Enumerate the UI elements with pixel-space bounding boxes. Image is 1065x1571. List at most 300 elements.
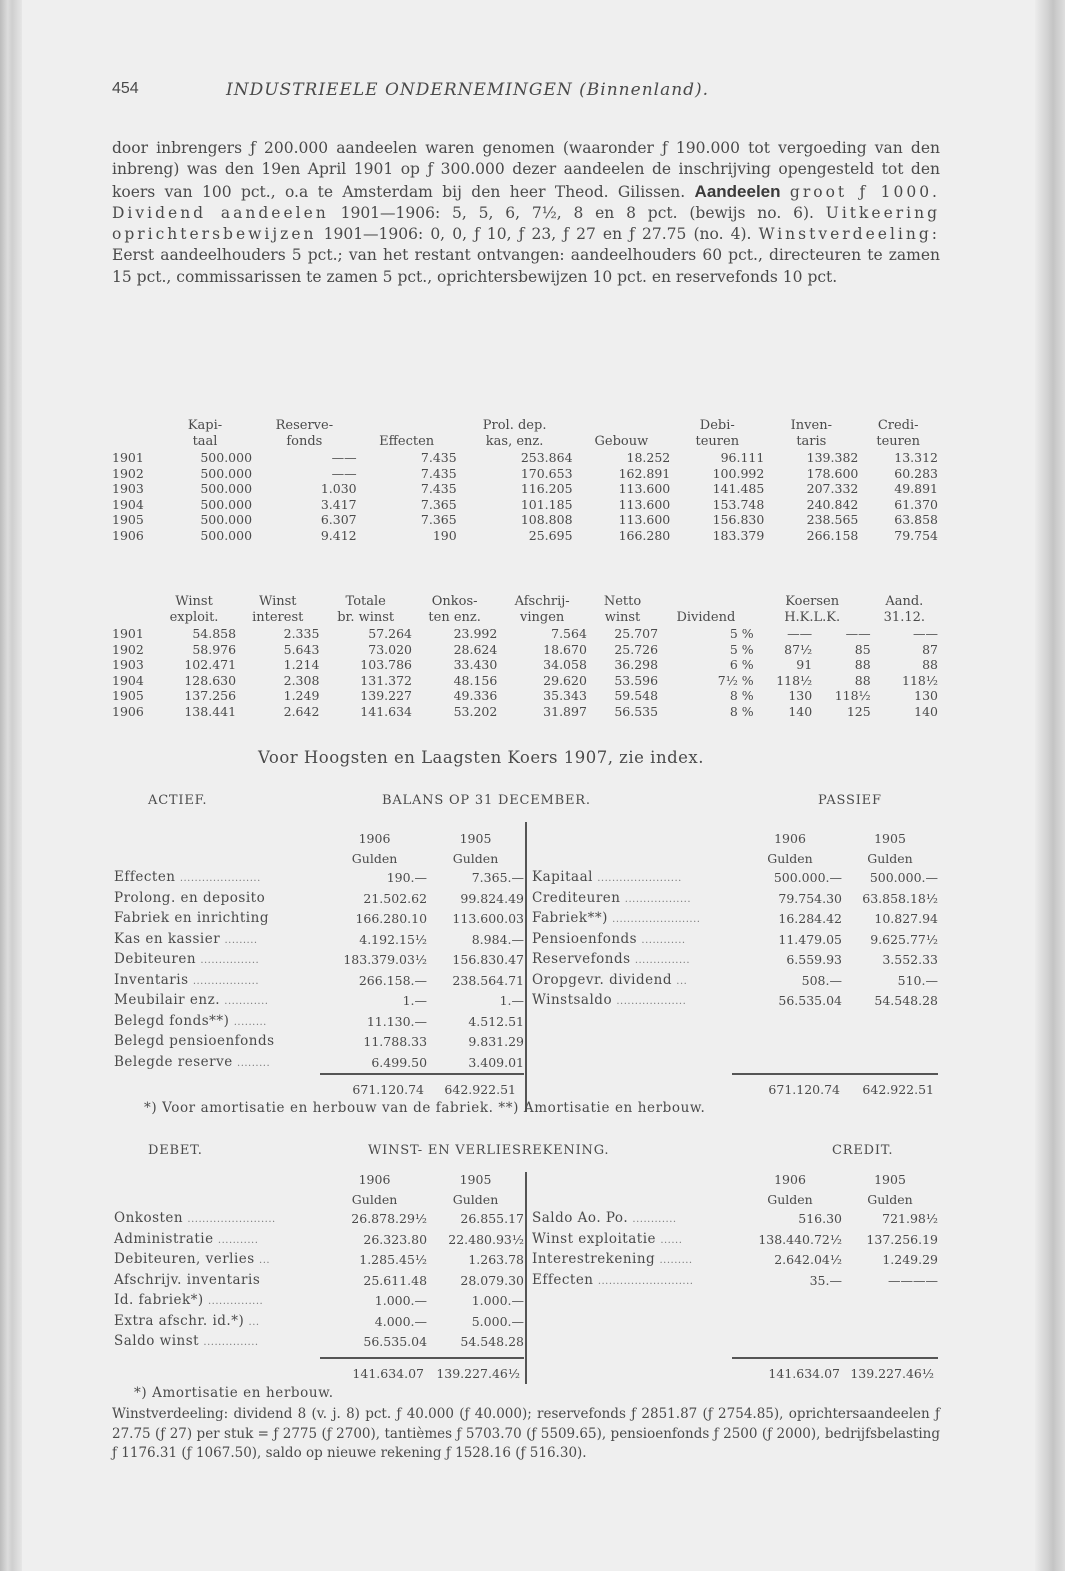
leader-dots: .................. [624,893,691,905]
value-cell: 25.695 [528,527,573,543]
value-cell: 118½ [834,688,871,703]
ledger-label: Debiteuren, verlies [114,1251,255,1267]
ledger-row [114,1012,524,1033]
col-unit: Gulden [452,850,499,866]
value-cell: 1.030 [320,481,357,496]
value-cell: 170.653 [520,465,573,481]
value-cell: 7.365 [420,496,457,512]
value-1906: 6.559.93 [786,952,842,967]
leader-dots: ...... [660,1234,683,1246]
value-cell: 500.000 [200,512,253,527]
value-cell: 5 % [729,626,754,641]
value-cell: 53.202 [453,703,498,719]
value-1905: 500.000.— [869,870,938,885]
th [573,418,671,434]
value-cell: 108.808 [520,512,573,527]
ledger-row [114,1032,524,1053]
value-1905: 9.625.77½ [870,931,938,947]
winst-debet-title: DEBET. [148,1143,203,1158]
table-header-row-1 [112,594,938,610]
ledger-row [532,1271,938,1292]
value-cell: 178.600 [806,465,859,481]
balans-footnote: *) Voor amortisatie en herbouw van de fabriek. **) Amortisatie en herbouw. [144,1100,706,1116]
ledger-label: Administratie [114,1230,214,1247]
value-cell: 100.992 [712,465,765,481]
value-cell: 53.596 [614,672,659,688]
value-cell: 36.298 [614,657,659,672]
table-header-row-1 [112,418,938,434]
intro-text: door inbrengers ƒ 200.000 aandeelen waren genomen (waaronder ƒ 190.000 tot vergoeding van den inbreng) was den 19en April 1901 op ƒ 300.000 dezer aandeelen de inschrijving opengesteld tot den koers van 100 pct., o.a te Amsterdam bij den heer Theod. Gilissen. [112,139,940,201]
ledger-label: Id. fabriek*) [114,1292,204,1308]
col-unit: Gulden [351,1191,398,1207]
value-cell: 35.343 [543,688,587,703]
debet-total [320,1364,524,1385]
th: ten enz. [428,610,481,625]
value-1905: 1.— [499,993,524,1008]
value-cell: 48.156 [453,672,498,688]
value-cell: 118½ [902,672,938,688]
credit-total [732,1364,938,1385]
table-row [112,481,938,497]
th: Gebouw [594,434,649,449]
year-cell: 1904 [112,496,144,512]
ledger-row [114,1271,524,1292]
col-unit: Gulden [867,850,913,866]
leader-dots: ... [248,1316,260,1328]
total-1905: 642.922.51 [444,1082,516,1097]
value-cell: 59.548 [614,688,659,703]
ledger-row [114,930,524,951]
value-1906: 266.158.— [358,972,428,988]
value-cell: 141.485 [712,481,765,496]
ledger-row [532,930,938,951]
year-cell: 1905 [112,512,144,527]
th: 31.12. [883,610,926,625]
year-cell: 1901 [112,450,144,465]
th: vingen [520,610,565,625]
table-row [112,626,938,642]
leader-dots: ............ [224,996,269,1007]
value-cell: 137.256 [184,688,237,703]
value-cell: 7.365 [420,512,457,527]
value-cell: 61.370 [894,496,938,512]
value-1906: 11.479.05 [778,931,842,947]
total-1906: 141.634.07 [768,1366,840,1381]
balans-divider [525,822,527,1112]
value-cell: 139.382 [806,450,859,465]
ledger-row [114,991,524,1012]
value-1906: 26.878.29½ [351,1211,428,1226]
col-year: 1905 [874,1172,906,1187]
winst-credit-title: CREDIT. [832,1143,894,1158]
value-1905: 8.984.— [471,931,524,947]
value-1906: 166.280.10 [355,911,428,926]
value-1905: 238.564.71 [452,972,524,988]
value-cell: 8 % [729,688,754,703]
th: Winst [258,594,297,609]
leader-dots: ............... [203,1337,259,1348]
ledger-label-cell [114,1209,322,1230]
year-cell: 1906 [112,703,144,719]
table-row [112,450,938,466]
value-cell: 253.864 [520,450,573,465]
value-cell: 58.976 [192,641,237,657]
th: Onkos- [431,594,478,609]
ledger-label-cell [114,1291,322,1312]
value-cell: 5 % [729,641,754,657]
value-cell: 13.312 [894,450,938,465]
value-cell: 500.000 [200,465,253,481]
value-cell: 25.707 [614,626,659,641]
ledger-label: Extra afschr. id.*) [114,1312,245,1329]
value-cell: 500.000 [200,481,253,496]
value-cell: 88 [922,657,938,672]
value-cell: 6 % [729,657,754,672]
value-cell: —— [913,626,938,641]
th [112,610,152,626]
value-cell: 118½ [776,672,813,688]
value-1906: 2.642.04½ [774,1252,842,1267]
value-cell: 7.435 [420,450,457,465]
value-1905: 1.000.— [471,1293,524,1308]
ledger-label-cell [532,971,738,992]
value-cell: 79.754 [894,527,938,543]
value-1905: 113.600.03 [452,911,524,926]
leader-dots: ....................... [597,873,682,884]
ledger-label-cell [532,930,738,951]
value-cell: 500.000 [200,496,253,512]
value-cell: 140 [914,703,938,719]
value-1905: 99.824.49 [460,890,524,906]
balans-passief-title: PASSIEF [818,793,882,808]
value-cell: 113.600 [618,496,671,512]
value-1906: 16.284.42 [778,911,842,926]
ledger-label-cell [532,950,738,971]
th: fonds [286,434,323,449]
ledger-row [114,1291,524,1312]
value-1906: 1.— [402,993,428,1008]
th: taris [796,434,827,449]
ledger-row [114,889,524,910]
th [112,418,158,434]
value-cell: 54.858 [192,626,237,641]
th: Winst [175,594,213,609]
actief-total-rule [320,1073,524,1075]
value-1905: 26.855.17 [460,1211,524,1226]
ledger-row [114,1332,524,1353]
value-cell: 18.670 [543,641,587,657]
value-1905: 5.000.— [471,1313,524,1329]
th: Afschrij- [514,594,570,609]
value-cell: 166.280 [618,527,671,543]
value-1905: 510.— [897,972,938,988]
value-cell: 500.000 [200,450,253,465]
value-cell: 29.620 [543,672,587,688]
winstverdeeling-text: Eerst aandeelhouders 5 pct.; van het restant ontvangen: aandeelhouders 60 pct., directeuren te zamen 15 pct., commissarissen te zamen 5 pct., oprichtersbewijzen 10 pct. en reservefonds 10 pct. [112,246,940,286]
th: exploit. [169,610,219,625]
th: Inven- [790,418,832,433]
value-1905: 10.827.94 [874,911,938,926]
leader-dots: ................... [616,996,687,1007]
ledger-label-cell [114,889,322,910]
value-1906: 4.000.— [374,1313,428,1329]
leader-dots: ........... [217,1234,259,1246]
value-cell: 31.897 [543,703,587,719]
winst-footnote: *) Amortisatie en herbouw. [134,1385,334,1401]
ledger-row [114,868,524,889]
ledger-label-cell [532,868,738,889]
passief-total [732,1080,938,1101]
total-1906: 671.120.74 [352,1082,424,1097]
value-cell: 113.600 [618,512,671,527]
ledger-label: Debiteuren [114,951,197,967]
ledger-label-cell [532,909,738,930]
winst-credit-table [532,1170,938,1291]
value-cell: 207.332 [806,481,859,496]
closing-paragraph [112,1405,940,1464]
value-1906: 35.— [809,1272,842,1288]
ledger-row [532,868,938,889]
credit-total-rule [732,1357,938,1359]
th [357,418,457,434]
ledger-label: Meubilair enz. [114,992,220,1008]
th: winst [604,610,641,625]
value-cell: 1.214 [283,657,320,672]
value-cell: 6.307 [320,512,357,527]
table-row [112,528,938,544]
running-title: INDUSTRIEELE ONDERNEMINGEN (Binnenland). [226,80,710,100]
total-1906: 141.634.07 [352,1366,424,1381]
th: Credi- [877,418,919,433]
th: Koersen [785,594,840,609]
th: taal [192,434,218,449]
balans-title: BALANS OP 31 DECEMBER. [382,793,591,808]
table-row [112,657,938,673]
value-cell: 2.335 [283,626,320,641]
leader-dots: ............ [632,1214,677,1225]
value-1905: 9.831.29 [468,1034,524,1049]
value-1906: 1.000.— [374,1293,428,1308]
ledger-label-cell [114,991,322,1012]
leader-dots: ........................ [612,914,701,925]
value-cell: 141.634 [360,703,412,719]
value-1905: 28.079.30 [460,1272,524,1288]
th: teuren [695,434,740,449]
ledger-label-cell [114,1271,322,1292]
value-cell: 33.430 [453,657,498,672]
value-1905: ———— [888,1272,938,1288]
value-cell: 8 % [729,703,754,719]
value-cell: 130 [788,688,813,703]
year-cell: 1903 [112,481,144,496]
ledger-label: Belegde reserve [114,1053,233,1070]
ledger-label-cell [532,1230,738,1251]
ledger-row [532,1250,938,1271]
winstverdeeling-label: Winstverdeeling: [758,225,940,244]
value-cell: 7.435 [420,481,457,496]
ledger-label: Belegd fonds**) [114,1012,230,1029]
leader-dots: .......................... [597,1275,694,1287]
ledger-label-cell [114,1230,322,1251]
value-cell: 25.726 [614,641,659,657]
value-1905: 1.249.29 [882,1252,938,1267]
ledger-label: Fabriek en inrichting [114,910,269,926]
value-1906: 183.379.03½ [343,952,428,967]
ledger-label-cell [114,1312,322,1333]
ledger-row [114,971,524,992]
ledger-label-cell [114,1250,322,1271]
intro-paragraph [112,138,940,288]
document-page [112,0,940,1571]
value-1906: 25.611.48 [363,1272,428,1288]
col-year: 1905 [874,831,906,846]
value-cell: 60.283 [894,465,938,481]
value-cell: 140 [788,703,813,719]
ledger-label-cell [114,868,322,889]
col-year: 1905 [459,1172,492,1187]
year-cell: 1902 [112,641,144,657]
value-cell: 113.600 [618,481,671,496]
value-cell: 125 [846,703,871,719]
value-1905: 1.263.78 [468,1252,524,1267]
value-1906: 79.754.30 [778,890,842,906]
value-cell: 131.372 [360,672,412,688]
th: Reserve- [275,418,334,433]
value-1905: 4.512.51 [468,1013,524,1029]
col-unit: Gulden [767,850,813,866]
value-cell: 183.379 [712,527,765,543]
th: Effecten [379,434,435,449]
value-cell: 7.564 [551,626,587,641]
value-cell: 34.058 [543,657,587,672]
ledger-label: Onkosten [114,1210,184,1226]
ledger-label-cell [114,971,322,992]
value-1906: 1.285.45½ [359,1252,428,1267]
value-cell: 1.249 [283,688,320,703]
th: Kapi- [187,418,223,433]
leader-dots: ......... [237,1057,271,1069]
value-1905: 137.256.19 [866,1231,938,1247]
value-cell: —— [787,626,813,641]
balans-actief-title: ACTIEF. [148,793,208,808]
ledger-label-cell [532,1250,738,1271]
value-cell: 500.000 [200,527,253,543]
debet-total-rule [320,1357,524,1359]
value-cell: 87½ [784,641,813,657]
winst-title: WINST- EN VERLIESREKENING. [368,1143,610,1158]
balans-actief-table [114,829,524,1073]
leader-dots: ................ [200,955,260,966]
ledger-row [532,1209,938,1230]
ledger-label: Interestrekening [532,1251,656,1267]
value-cell: 156.830 [712,512,765,527]
value-1906: 11.130.— [366,1013,428,1029]
value-cell: 49.336 [453,688,498,703]
table-row [112,704,938,720]
value-cell: —— [331,450,357,465]
ledger-row [532,1230,938,1251]
value-cell: 5.643 [283,641,320,657]
value-cell: 162.891 [618,465,671,481]
year-cell: 1903 [112,657,144,672]
ledger-label: Inventaris [114,971,189,988]
year-cell: 1901 [112,626,144,641]
ledger-label: Crediteuren [532,889,621,906]
value-cell: 238.565 [806,512,859,527]
ledger-label: Winst exploitatie [532,1230,657,1247]
ledger-label-cell [114,909,322,930]
value-cell: 240.842 [806,496,859,512]
aandeelen-label: Aandeelen [694,181,781,201]
table-header-row-2 [112,434,938,450]
value-cell: 101.185 [520,496,573,512]
value-1906: 4.192.15½ [359,931,428,947]
ledger-label-cell [114,930,322,951]
value-1906: 56.535.04 [778,993,842,1008]
th: kas, enz. [485,434,544,449]
value-cell: 153.748 [712,496,765,512]
table-row [112,512,938,528]
value-cell: 103.786 [360,657,412,672]
value-cell: 56.535 [614,703,659,719]
th: interest [252,610,304,625]
value-cell: 116.205 [520,481,573,496]
ledger-label-cell [114,1032,322,1053]
col-year: 1906 [358,831,391,846]
leader-dots: ... [676,975,688,987]
value-cell: 139.227 [360,688,412,703]
value-cell: 73.020 [368,641,412,657]
year-cell: 1906 [112,527,144,543]
leader-dots: ............... [634,955,691,966]
col-unit: Gulden [767,1191,813,1207]
closing-text: Winstverdeeling: dividend 8 (v. j. 8) pct. ƒ 40.000 (ƒ 40.000); reservefonds ƒ 2851.87 (ƒ 2754.85), oprichtersaandeelen ƒ 27.75 (ƒ 27) per stuk = ƒ 2775 (ƒ 2700), tantièmes ƒ 5703.70 (ƒ 5509.65), pensioenfonds ƒ 2500 (ƒ 2000), bedrijfsbelasting ƒ 1176.31 (ƒ 1067.50), saldo op nieuwe rekening ƒ 1528.16 (ƒ 516.30). [112,1406,940,1461]
value-cell: —— [331,465,357,481]
ledger-row [114,1209,524,1230]
ledger-label-cell [114,1053,322,1074]
value-cell: 130 [914,688,938,703]
ledger-label-cell [114,1332,322,1353]
balans-passief-table [532,829,938,1012]
leader-dots: ........................ [187,1214,276,1225]
year-cell: 1904 [112,672,144,688]
th [658,594,754,610]
leader-dots: ......... [224,934,258,946]
table-row [112,466,938,482]
value-1906: 56.535.04 [363,1334,428,1349]
total-1906: 671.120.74 [768,1082,840,1097]
value-cell: 88 [854,657,871,672]
ledger-row [532,991,938,1012]
value-cell: 49.891 [894,481,938,496]
actief-total [320,1080,520,1101]
ledger-label: Reservefonds [532,951,631,967]
th: Netto [603,594,642,609]
ledger-row [532,971,938,992]
value-1906: 508.— [801,972,842,988]
value-1905: 721.98½ [882,1211,938,1226]
value-1905: 3.552.33 [882,952,938,967]
ledger-label: Kas en kassier [114,930,221,947]
ledger-label: Prolong. en deposito [114,889,266,906]
ledger-label: Pensioenfonds [532,930,638,947]
col-year: 1906 [774,831,806,846]
leader-dots: ...................... [179,873,261,884]
th: br. winst [337,610,395,625]
value-cell: 2.308 [283,672,320,688]
ledger-label: Saldo winst [114,1333,200,1349]
leader-dots: ............ [641,934,686,946]
